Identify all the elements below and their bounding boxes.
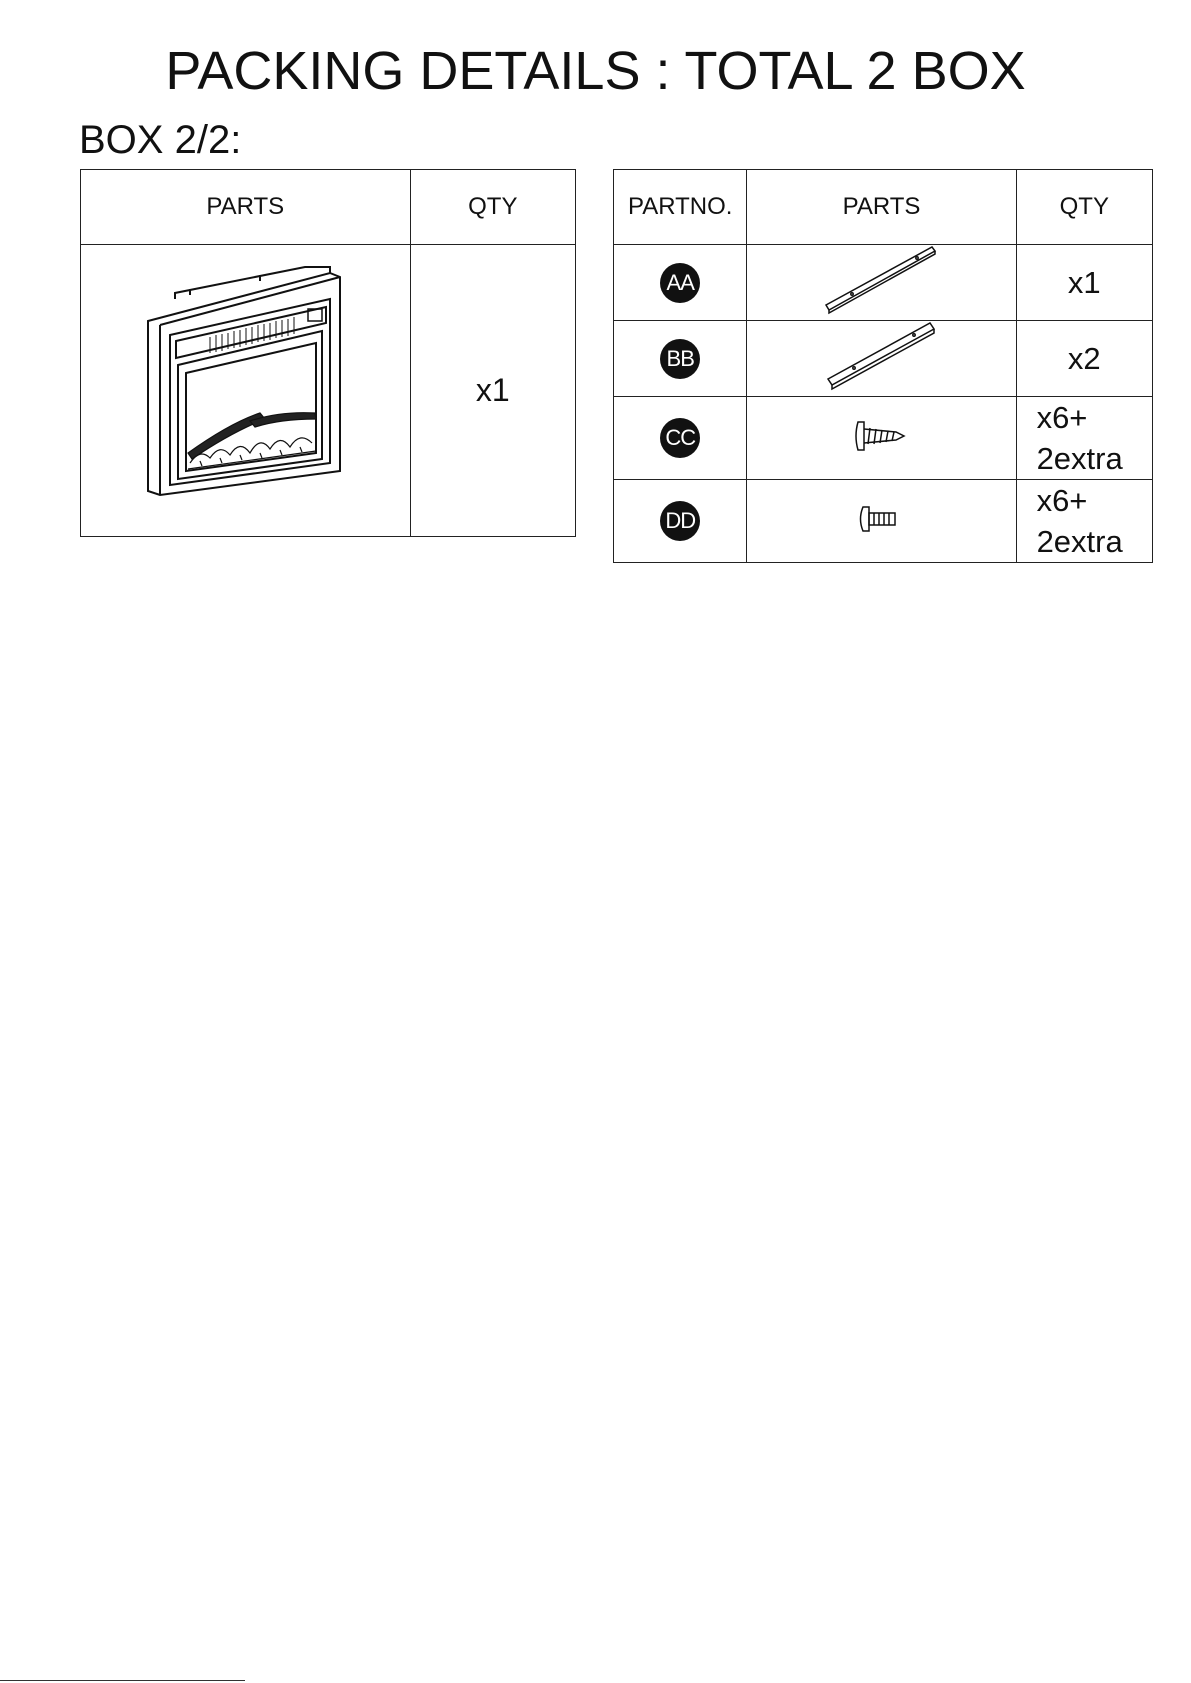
table-header-row <box>614 170 1153 245</box>
qty-cell <box>1016 245 1152 321</box>
part-image-cell <box>747 245 1016 321</box>
table-header-row <box>81 170 576 245</box>
qty-line-2: 2extra <box>1036 441 1123 476</box>
partno-cell <box>614 397 747 480</box>
table-row <box>81 245 576 537</box>
partno-cell <box>614 321 747 397</box>
table-row <box>614 480 1153 563</box>
page-title: PACKING DETAILS : TOTAL 2 BOX <box>165 41 1026 101</box>
part-badge: BB <box>660 339 700 379</box>
rail-bracket-icon <box>822 321 942 391</box>
qty-cell <box>1016 321 1152 397</box>
partno-cell <box>614 480 747 563</box>
footer-divider <box>0 1680 245 1681</box>
part-image-cell <box>747 397 1016 480</box>
qty-cell <box>1016 397 1152 480</box>
qty-line-1: x6+ <box>1036 400 1088 435</box>
part-image-cell <box>81 245 411 537</box>
wood-screw-icon <box>852 416 912 456</box>
part-badge: DD <box>660 501 700 541</box>
qty-line-2: 2extra <box>1036 524 1123 559</box>
qty-line-1: x1 <box>1067 265 1101 300</box>
main-unit-table <box>80 169 576 537</box>
hardware-table <box>613 169 1153 563</box>
partno-header: PARTNO. <box>614 170 747 245</box>
qty-cell: x1 <box>410 245 575 537</box>
table-row <box>614 397 1153 480</box>
box-label: BOX 2/2: <box>79 118 242 162</box>
fireplace-insert-icon <box>130 263 360 513</box>
parts-header: PARTS <box>81 170 411 245</box>
part-image-cell <box>747 480 1016 563</box>
qty-header: QTY <box>410 170 575 245</box>
rail-bracket-icon <box>822 245 942 315</box>
qty-cell <box>1016 480 1152 563</box>
part-badge: AA <box>660 263 700 303</box>
parts-header: PARTS <box>747 170 1016 245</box>
machine-screw-icon <box>857 502 907 536</box>
table-row <box>614 321 1153 397</box>
table-row <box>614 245 1153 321</box>
qty-line-1: x2 <box>1067 341 1101 376</box>
qty-header: QTY <box>1016 170 1152 245</box>
partno-cell <box>614 245 747 321</box>
part-badge: CC <box>660 418 700 458</box>
qty-line-1: x6+ <box>1036 483 1088 518</box>
part-image-cell <box>747 321 1016 397</box>
